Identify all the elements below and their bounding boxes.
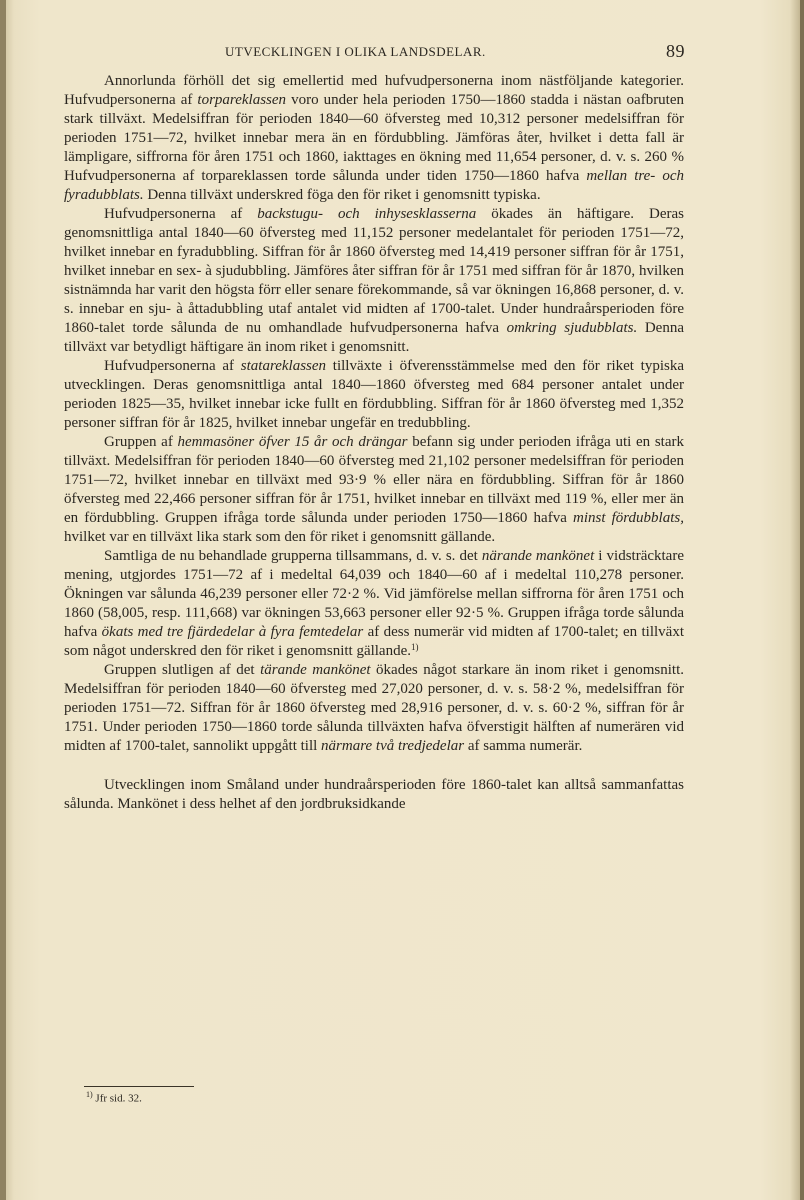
text-run: Utvecklingen inom Småland under hundraårsperioden före 1860-talet kan alltså sammanfattas sålunda. Mankönet i dess helhet af den jordbruksidkande	[64, 777, 684, 812]
emphasis-text: minst fördubblats,	[572, 510, 684, 526]
emphasis-text: närmare två tredjedelar	[321, 738, 465, 754]
running-title: UTVECKLINGEN I OLIKA LANDSDELAR.	[225, 44, 486, 59]
paragraph-p7	[64, 776, 684, 814]
running-header	[225, 41, 685, 64]
paragraph-p1	[64, 72, 684, 205]
emphasis-text: hemmasöner öfver 15 år och drängar	[177, 434, 408, 450]
text-run: befann sig under perioden ifråga uti en stark tillväxt. Medelsiffran för perioden 1840—60 öfversteg med 21,102 personer medelsiffran för perioden 1751—72, hvilket innebar en tillväxt med 93·9 % eller nära en fördubbling. Siffran för år 1860 öfversteg med 22,466 personer siffran för år 1751, hvilket innebar en tillväxt med 119 %, eller mer än en fördubbling. Gruppen ifråga torde sålunda under perioden 1750—1860 hafva	[64, 434, 685, 526]
body-text	[64, 72, 684, 814]
emphasis-text: ökats med tre fjärdedelar à fyra femtedelar	[101, 624, 364, 640]
text-run: i vidsträcktare mening, utgjordes 1751—72 af i medeltal 64,039 och 1840—60 af i medeltal 110,278 personer. Ökningen var sålunda 46,239 personer eller 72·2 %. Vid jämförelse mellan siffrorna för åren 1751 och 1860 (58,005, resp. 111,668) var ökningen 53,663 personer eller 92·5 %. Gruppen ifråga torde sålunda hafva	[64, 548, 684, 640]
paragraph-p3	[64, 357, 684, 433]
text-run: Gruppen slutligen af det	[104, 662, 261, 678]
text-run: hvilket var en tillväxt lika stark som den för riket i genomsnitt gällande.	[64, 529, 496, 545]
text-run: Denna tillväxt var betydligt häftigare än inom riket i genomsnitt.	[64, 320, 684, 355]
paragraph-p5	[64, 547, 684, 661]
paragraph-p2	[64, 205, 684, 357]
emphasis-text: backstugu- och inhysesklasserna	[257, 206, 477, 222]
emphasis-text: statareklassen	[240, 358, 327, 374]
emphasis-text: torpareklassen	[197, 92, 287, 108]
emphasis-text: tärande mankönet	[260, 662, 371, 678]
text-run: ökades något starkare än inom riket i genomsnitt. Medelsiffran för perioden 1840—60 öfversteg med 27,020 personer, d. v. s. 58·2 %, medelsiffran för perioden 1751—72. Siffran för år 1860 öfversteg med 28,916 personer, d. v. s. 60·2 %, siffran för år 1751. Under perioden 1750—1860 torde sålunda tillväxten hafva öfverstigit hälften af numerären vid midten af 1700-talet, sannolikt uppgått till	[64, 662, 684, 754]
text-run: ökades än häftigare. Deras genomsnittliga antal 1840—60 öfversteg med 11,152 personer medelantalet för perioden 1751—72, hvilket innebar en fyradubbling. Siffran för år 1860 öfversteg med 14,419 personer siffran för år 1751, hvilket innebar en sex- à sjudubbling. Jämföres åter siffran för år 1751 med siffran för år 1870, hvilken sistnämnda har varit den högsta förr eller senare förekommande, så var ökningen 16,868 personer, d. v. s. innebar en sju- à åttadubbling utaf antalet vid midten af 1700-talet. Under hundraårsperioden före 1860-talet torde sålunda de nu omhandlade hufvudpersonerna hafva	[64, 206, 684, 336]
footnote-mark: 1)	[86, 1090, 93, 1099]
text-run: af samma numerär.	[464, 738, 583, 754]
text-run: Hufvudpersonerna af	[104, 206, 258, 222]
emphasis-text: mellan tre- och fyradubblats.	[64, 168, 684, 203]
emphasis-text: närande mankönet	[481, 548, 595, 564]
text-run: Denna tillväxt underskred föga den för riket i genomsnitt typiska.	[143, 187, 541, 203]
footnote-rule	[84, 1086, 194, 1087]
text-run: Hufvudpersonerna af	[104, 358, 241, 374]
text-run: Annorlunda förhöll det sig emellertid med hufvudpersonerna inom nästföljande kategorier. Hufvudpersonerna af	[64, 73, 684, 108]
text-run: voro under hela perioden 1750—1860 stadda i nästan oafbruten stark tillväxt. Medelsiffran för perioden 1840—60 öfversteg med 10,312 personer medelsiffran för perioden 1751—72, hvilket innebar mera än en fördubbling. Jämföras åter, hvilket i detta fall är lämpligare, siffrorna för åren 1751 och 1860, iakttages en ökning med 11,654 personer, d. v. s. 260 % Hufvudpersonerna af torpareklassen torde sålunda under tiden 1750—1860 hafva	[64, 92, 685, 184]
text-run: af dess numerär vid midten af 1700-talet; en tillväxt som något underskred den för riket i genomsnitt gällande.	[64, 624, 684, 659]
emphasis-text: omkring sjudubblats.	[506, 320, 638, 336]
footnote-text: Jfr sid. 32.	[95, 1092, 142, 1105]
paragraph-p6	[64, 661, 684, 756]
text-run: Gruppen af	[104, 434, 178, 450]
page-edge-left	[0, 0, 6, 1200]
text-run: Samtliga de nu behandlade grupperna tillsammans, d. v. s. det	[104, 548, 482, 564]
page-edge-right	[800, 0, 804, 1200]
footnote-reference: 1)	[411, 642, 419, 652]
footnote	[86, 1090, 386, 1105]
paragraph-p4	[64, 433, 684, 547]
page-number: 89	[666, 41, 685, 61]
text-run: tillväxte i öfverensstämmelse med den för riket typiska utvecklingen. Deras genomsnittliga antal 1840—1860 öfversteg med 684 personer antalet under perioden 1825—35, hvilket innebar icke fullt en fördubbling. Siffran för år 1860 öfversteg med 1,352 personer siffran för år 1825, hvilket innebar ungefär en tredubbling.	[64, 358, 685, 431]
